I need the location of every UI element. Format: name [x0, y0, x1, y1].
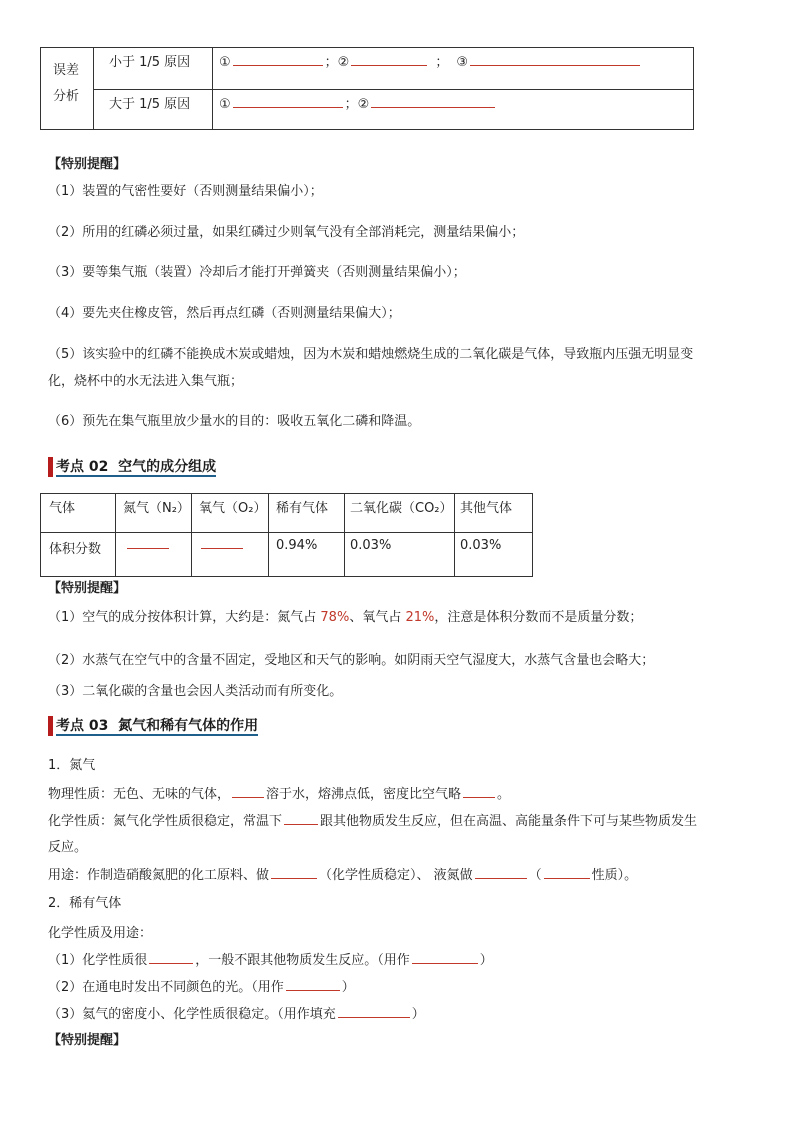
answer-blank[interactable] — [232, 796, 264, 798]
text: ） — [411, 1007, 425, 1022]
section-heading-02 — [56, 457, 216, 477]
air-composition-table — [40, 493, 533, 577]
header-cell: 氮气（N₂） — [123, 501, 190, 516]
table-divider — [115, 494, 116, 576]
text: 、氧气占 — [349, 610, 406, 625]
answer-blank[interactable] — [233, 64, 323, 66]
noble-item — [48, 1006, 425, 1024]
table-divider — [41, 532, 532, 533]
answer-blank[interactable] — [351, 64, 427, 66]
row-label: 体积分数 — [49, 542, 102, 557]
answer-blank[interactable] — [470, 64, 640, 66]
reminder-item: （2）所用的红磷必须过量，如果红磷过少则氧气没有全部消耗完，测量结果偏小； — [48, 225, 525, 240]
row-label-top: 误差 — [53, 63, 80, 78]
oxygen-percent: 21% — [405, 610, 435, 625]
text: ，一般不跟其他物质发生反应。（用作 — [195, 953, 410, 968]
value-cell: 0.94% — [276, 538, 318, 553]
oxygen-blank-cell — [199, 538, 245, 553]
answer-blank[interactable] — [544, 877, 590, 879]
reminder-item: （2）水蒸气在空气中的含量不固定，受地区和天气的影响。如阴雨天空气湿度大，水蒸气含量也会略大； — [48, 653, 655, 668]
header-cell: 二氧化碳（CO₂） — [350, 501, 453, 516]
text: ） — [479, 953, 493, 968]
noble-item — [48, 979, 355, 997]
answer-blank[interactable] — [412, 962, 478, 964]
reminder-item: 化，烧杯中的水无法进入集气瓶； — [48, 374, 244, 389]
noble-item — [48, 952, 493, 970]
row2-blanks — [219, 93, 497, 112]
value-cell: 0.03% — [460, 538, 502, 553]
nitrogen-chemical — [48, 813, 697, 831]
header-cell: 气体 — [49, 501, 76, 516]
reminder-item: （4）要先夹住橡皮管，然后再点红磷（否则测量结果偏大）； — [48, 306, 401, 321]
reminder-item: （5）该实验中的红磷不能换成木炭或蜡烛，因为木炭和蜡烛燃烧生成的二氧化碳是气体，导致瓶内压强无明显变 — [48, 347, 694, 362]
nitrogen-physical — [48, 786, 510, 804]
text: ） — [341, 980, 355, 995]
separator: ； — [344, 97, 358, 112]
text: 用途：作制造硝酸氮肥的化工原料、做 — [48, 868, 270, 883]
text: 。 — [497, 787, 511, 802]
answer-blank[interactable] — [463, 796, 495, 798]
value-cell: 0.03% — [350, 538, 392, 553]
noble-intro: 化学性质及用途： — [48, 926, 153, 941]
nitrogen-percent: 78% — [320, 610, 350, 625]
reminder-title: 【特别提醒】 — [48, 581, 127, 596]
answer-blank[interactable] — [149, 962, 193, 964]
table-divider — [454, 494, 455, 576]
reminder-item: （6）预先在集气瓶里放少量水的目的：吸收五氧化二磷和降温。 — [48, 414, 421, 429]
error-analysis-table — [40, 47, 694, 130]
row1-blanks — [219, 51, 642, 70]
text: 化学性质：氮气化学性质很稳定，常温下 — [48, 814, 283, 829]
mark-1: ① — [219, 55, 231, 70]
answer-blank[interactable] — [233, 106, 343, 108]
text: （2）在通电时发出不同颜色的光。（用作 — [48, 980, 284, 995]
text: （3）氦气的密度小、化学性质很稳定。（用作填充 — [48, 1007, 336, 1022]
reminder-item — [48, 609, 642, 627]
answer-blank[interactable] — [286, 989, 340, 991]
mark-3: ③ — [456, 55, 468, 70]
table-divider — [93, 89, 693, 90]
row-label-bottom: 分析 — [53, 89, 80, 104]
nitrogen-blank-cell — [125, 538, 171, 553]
section-marker — [48, 716, 53, 736]
answer-blank[interactable] — [127, 547, 169, 549]
section-title: 氮气和稀有气体的作用 — [118, 718, 259, 734]
table-divider — [344, 494, 345, 576]
answer-blank[interactable] — [371, 106, 495, 108]
text: ，注意是体积分数而不是质量分数； — [434, 610, 643, 625]
subheading-nitrogen: 1．氮气 — [48, 758, 96, 773]
text: 溶于水，熔沸点低，密度比空气略 — [266, 787, 462, 802]
text: 跟其他物质发生反应，但在高温、高能量条件下可与某些物质发生 — [320, 814, 698, 829]
mark-1: ① — [219, 97, 231, 112]
mark-2: ② — [337, 55, 350, 70]
section-number: 考点 03 — [56, 718, 109, 734]
reminder-title: 【特别提醒】 — [48, 157, 127, 172]
section-number: 考点 02 — [56, 459, 109, 475]
mark-2: ② — [357, 97, 370, 112]
reminder-item: （3）要等集气瓶（装置）冷却后才能打开弹簧夹（否则测量结果偏小）； — [48, 265, 466, 280]
text: （1）化学性质很 — [48, 953, 148, 968]
answer-blank[interactable] — [271, 877, 317, 879]
text: （ — [528, 868, 542, 883]
answer-blank[interactable] — [475, 877, 527, 879]
reminder-title: 【特别提醒】 — [48, 1033, 127, 1048]
section-title: 空气的成分组成 — [118, 459, 217, 475]
table-divider — [268, 494, 269, 576]
row2-label: 大于 1/5 原因 — [109, 97, 191, 112]
text: （1）空气的成分按体积计算，大约是：氮气占 — [48, 610, 321, 625]
reminder-item: （3）二氧化碳的含量也会因人类活动而有所变化。 — [48, 684, 343, 699]
nitrogen-uses — [48, 867, 637, 885]
subheading-noble-gases: 2．稀有气体 — [48, 896, 122, 911]
section-heading-03 — [56, 716, 258, 736]
text: 性质）。 — [591, 868, 638, 883]
section-marker — [48, 457, 53, 477]
answer-blank[interactable] — [284, 823, 318, 825]
nitrogen-chemical-cont: 反应。 — [48, 840, 88, 855]
header-cell: 其他气体 — [460, 501, 513, 516]
header-cell: 稀有气体 — [276, 501, 329, 516]
table-divider — [191, 494, 192, 576]
separator: ； — [324, 55, 338, 70]
header-cell: 氧气（O₂） — [199, 501, 267, 516]
separator: ； — [435, 55, 449, 70]
text: （化学性质稳定）、 液氮做 — [319, 868, 473, 883]
answer-blank[interactable] — [338, 1016, 410, 1018]
reminder-item: （1）装置的气密性要好（否则测量结果偏小）； — [48, 184, 323, 199]
row1-label: 小于 1/5 原因 — [109, 55, 191, 70]
text: 物理性质：无色、无味的气体， — [48, 787, 231, 802]
answer-blank[interactable] — [201, 547, 243, 549]
